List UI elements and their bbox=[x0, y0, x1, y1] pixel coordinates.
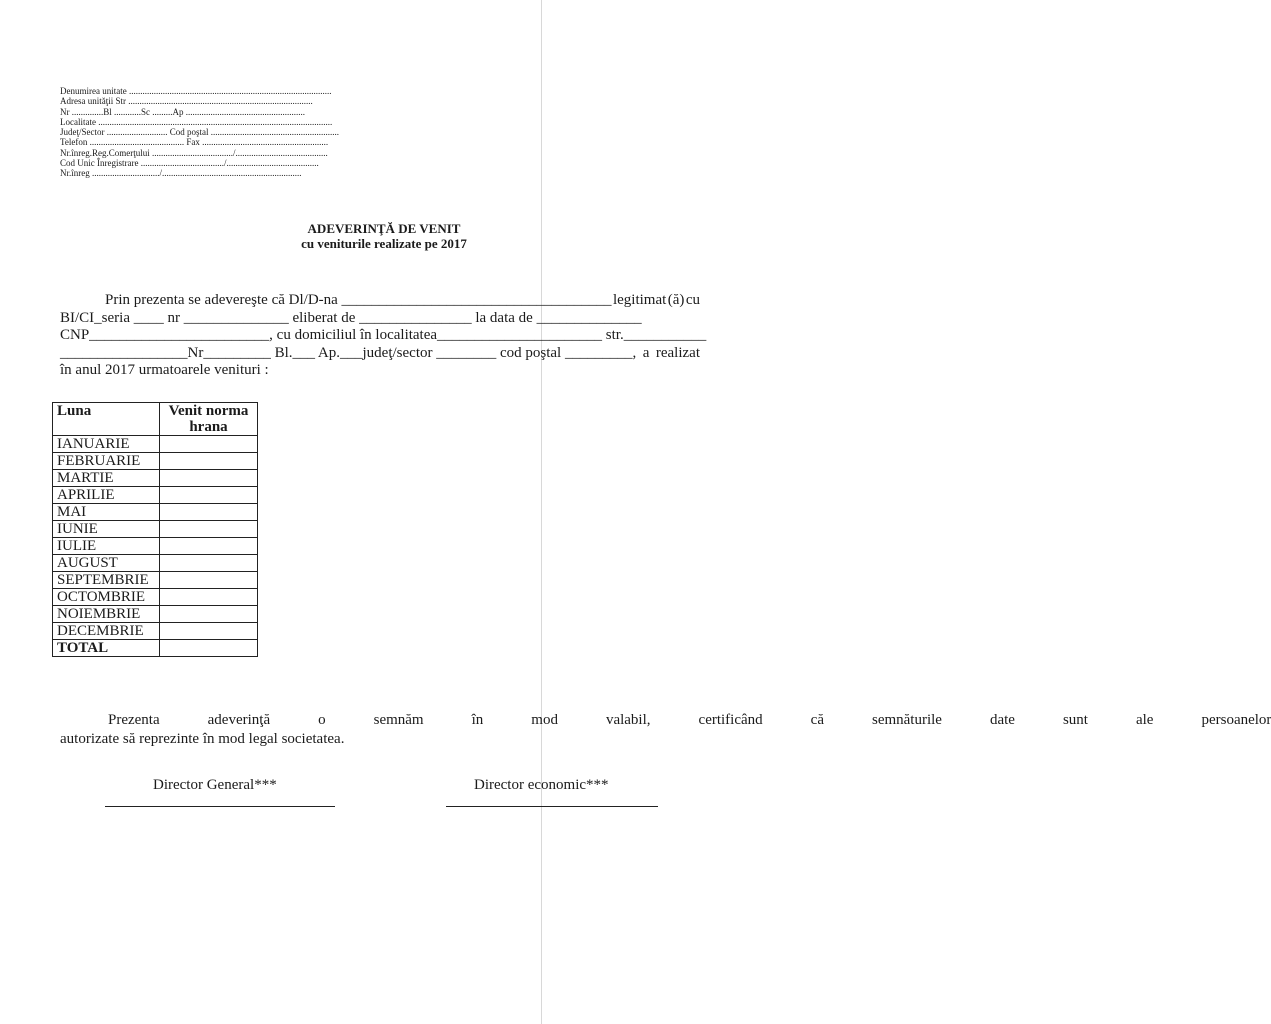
table-row bbox=[53, 623, 258, 640]
header-line-trade-register: Nr.înreg.Reg.Comerţului ..................................../......................................... bbox=[60, 147, 328, 158]
signature-label-director-general: Director General*** bbox=[153, 777, 277, 793]
para-word-realizat: realizat bbox=[655, 344, 700, 361]
table-row bbox=[53, 538, 258, 555]
closing-word: în bbox=[471, 712, 484, 728]
income-table bbox=[52, 402, 258, 657]
signature-line-director-economic[interactable] bbox=[446, 806, 658, 807]
header-month: Luna bbox=[53, 403, 160, 436]
value-cell[interactable] bbox=[160, 453, 258, 470]
month-cell: SEPTEMBRIE bbox=[53, 572, 160, 589]
header-line-registration: Nr.înreg ............................../.............................................................. bbox=[60, 168, 302, 179]
title-sub: cu veniturile realizate pe 2017 bbox=[301, 236, 467, 251]
document-title bbox=[0, 221, 768, 251]
table-row bbox=[53, 487, 258, 504]
month-cell: MAI bbox=[53, 504, 160, 521]
closing-word: sunt bbox=[1062, 712, 1088, 728]
value-cell[interactable] bbox=[160, 606, 258, 623]
month-cell: OCTOMBRIE bbox=[53, 589, 160, 606]
closing-word: semnăm bbox=[373, 712, 424, 728]
closing-word: că bbox=[810, 712, 824, 728]
month-cell: MARTIE bbox=[53, 470, 160, 487]
closing-word: certificând bbox=[698, 712, 763, 728]
value-cell[interactable] bbox=[160, 470, 258, 487]
table-row bbox=[53, 555, 258, 572]
table-row bbox=[53, 521, 258, 538]
value-cell[interactable] bbox=[160, 555, 258, 572]
para-line-1 bbox=[60, 292, 700, 310]
month-cell: DECEMBRIE bbox=[53, 623, 160, 640]
total-label: TOTAL bbox=[53, 640, 160, 657]
para-line-4-text: _________________Nr_________ Bl.___ Ap.___judeţ/sector ________ cod poştal _________, bbox=[60, 344, 637, 361]
para-line-2: BI/CI_seria ____ nr ______________ eliberat de _______________ la data de ______________ bbox=[60, 309, 642, 326]
table-row bbox=[53, 453, 258, 470]
closing-word: date bbox=[989, 712, 1015, 728]
header-line-number: Nr ..............Bl ............Sc .........Ap ..................................................... bbox=[60, 106, 305, 117]
table-row bbox=[53, 470, 258, 487]
table-row bbox=[53, 606, 258, 623]
value-cell[interactable] bbox=[160, 436, 258, 453]
header-line-phone: Telefon .......................................... Fax ........................................................ bbox=[60, 137, 329, 148]
month-cell: IULIE bbox=[53, 538, 160, 555]
signature-line-director-general[interactable] bbox=[105, 806, 335, 807]
table-header-row bbox=[53, 403, 258, 436]
closing-word: ale bbox=[1135, 712, 1154, 728]
value-cell[interactable] bbox=[160, 623, 258, 640]
value-cell[interactable] bbox=[160, 589, 258, 606]
table-row bbox=[53, 436, 258, 453]
value-cell[interactable] bbox=[160, 572, 258, 589]
closing-line-1 bbox=[60, 711, 1271, 730]
table-row bbox=[53, 589, 258, 606]
header-line-cui: Cod Unic Înregistrare ...................................../......................................... bbox=[60, 158, 319, 169]
total-value-cell[interactable] bbox=[160, 640, 258, 657]
closing-word: valabil, bbox=[605, 712, 651, 728]
header-income: Venit norma hrana bbox=[160, 403, 258, 436]
closing-word: persoanelor bbox=[1201, 712, 1271, 728]
company-header bbox=[60, 86, 339, 179]
para-line-5: în anul 2017 urmatoarele venituri : bbox=[60, 362, 269, 378]
closing-statement bbox=[60, 711, 1271, 749]
month-cell: IANUARIE bbox=[53, 436, 160, 453]
signature-label-director-economic: Director economic*** bbox=[474, 777, 609, 793]
closing-word: semnăturile bbox=[871, 712, 942, 728]
header-line-locality: Localitate ........................................................................................................ bbox=[60, 116, 333, 127]
certification-paragraph bbox=[60, 292, 707, 380]
closing-word: mod bbox=[531, 712, 558, 728]
month-cell: IUNIE bbox=[53, 521, 160, 538]
value-cell[interactable] bbox=[160, 504, 258, 521]
total-row bbox=[53, 640, 258, 657]
header-line-address: Adresa unităţii Str .................................................................................. bbox=[60, 96, 313, 107]
para-word-cu: cu bbox=[685, 292, 700, 308]
value-cell[interactable] bbox=[160, 538, 258, 555]
para-word-legitimat: legitimat bbox=[612, 292, 667, 308]
header-line-company-name: Denumirea unitate .......................................................................................... bbox=[60, 86, 332, 96]
closing-line-2: autorizate să reprezinte în mod legal societatea. bbox=[60, 731, 345, 747]
header-line-county: Judeţ/Sector ........................... Cod poştal ......................................................... bbox=[60, 127, 339, 138]
month-cell: FEBRUARIE bbox=[53, 453, 160, 470]
page-fold-line bbox=[541, 0, 542, 1024]
table-row bbox=[53, 572, 258, 589]
table-row bbox=[53, 504, 258, 521]
title-main: ADEVERINŢĂ DE VENIT bbox=[307, 221, 461, 236]
value-cell[interactable] bbox=[160, 521, 258, 538]
para-word-a: (ă) bbox=[667, 292, 685, 308]
closing-word: Prezenta bbox=[108, 712, 160, 728]
para-line-1-text: Prin prezenta se adevereşte că Dl/D-na ____________________________________ bbox=[105, 292, 612, 308]
para-line-3: CNP________________________, cu domiciliul în localitatea______________________ str.___________ bbox=[60, 327, 707, 343]
month-cell: AUGUST bbox=[53, 555, 160, 572]
value-cell[interactable] bbox=[160, 487, 258, 504]
month-cell: APRILIE bbox=[53, 487, 160, 504]
para-line-4 bbox=[60, 345, 700, 363]
para-word-a2: a bbox=[642, 344, 650, 361]
closing-word: o bbox=[318, 712, 326, 728]
closing-word: adeverinţă bbox=[207, 712, 271, 728]
month-cell: NOIEMBRIE bbox=[53, 606, 160, 623]
